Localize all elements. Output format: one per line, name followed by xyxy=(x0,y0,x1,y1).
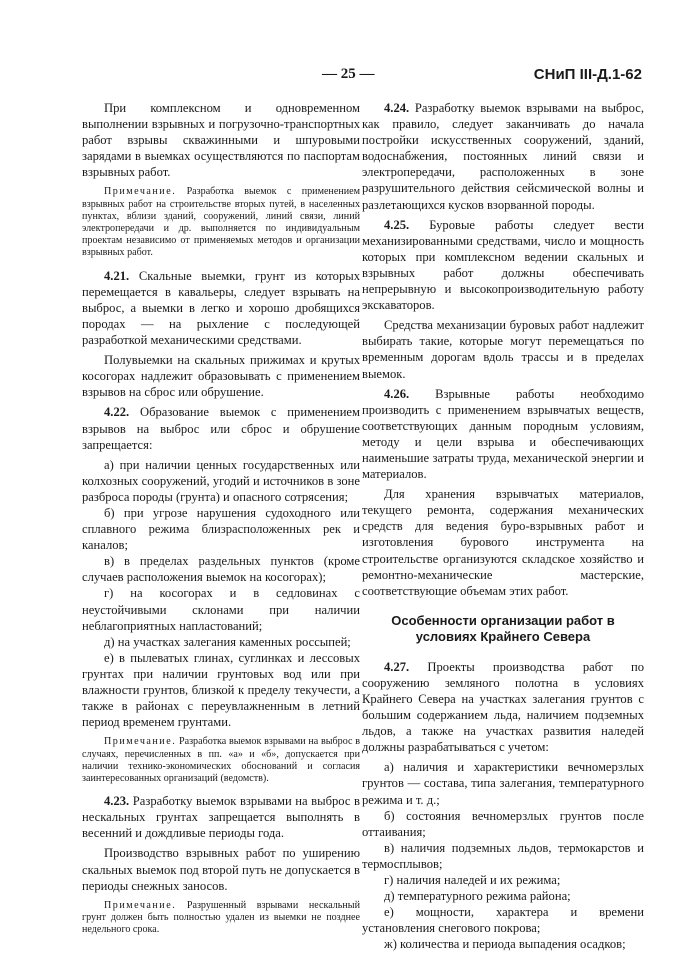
list-item: е) в пылеватых глинах, суглинках и лессовых грунтах при наличии грунтовых вод или при влажности грунтов, близкой к пределу текучести, а также в районах с переувлажненным в летний период временем грунтами. xyxy=(82,650,360,730)
right-column xyxy=(362,100,644,953)
note xyxy=(82,186,360,259)
paragraph: Средства механизации буровых работ надлежит выбирать такие, которые могут перемещаться по временным дорогам вдоль трассы и в пределах выемок. xyxy=(362,318,644,381)
note xyxy=(82,736,360,785)
list-item: е) мощности, характера и времени установления снегового покрова; xyxy=(362,905,644,936)
list-item: а) при наличии ценных государственных или колхозных сооружений, угодий и источников в зоне разброса породы (грунта) и опасного сотрясения; xyxy=(82,457,360,504)
clause-number: 4.24. xyxy=(384,101,410,115)
clause-number: 4.25. xyxy=(384,217,410,232)
list-item: б) состояния вечномерзлых грунтов после оттаивания; xyxy=(362,808,644,839)
list-item: в) в пределах раздельных пунктов (кроме случаев расположения выемок на косогорах); xyxy=(82,554,360,585)
list-item: ж) количества и периода выпадения осадков; xyxy=(384,937,626,952)
clause-4-24 xyxy=(362,100,644,213)
note xyxy=(82,900,360,937)
list-item: в) наличия подземных льдов, термокарстов и термосплывов; xyxy=(362,840,644,871)
left-column xyxy=(82,100,360,944)
paragraph: Производство взрывных работ по уширению скальных выемок под второй путь не допускается в периоды снежных заносов. xyxy=(82,846,360,893)
list-item: а) наличия и характеристики вечномерзлых грунтов — состава, типа залегания, температурного режима и т. д.; xyxy=(362,760,644,807)
clause-text: Проекты производства работ по сооружению земляного полотна в условиях Крайнего Севера на участках залегания грунтов с большим содержанием льда, наличием подземных льдов, а также на участках развития наледей должны разрабатываться с учетом: xyxy=(362,659,644,755)
clause-number: 4.26. xyxy=(384,386,410,401)
clause-text: Взрывные работы необходимо производить с применением взрывчатых веществ, соответствующих данным породным условиям, методу и цели взрыва и обеспечивающих наименьшие затраты труда, механической энергии и материалов. xyxy=(362,386,644,482)
section-heading: Особенности организации работ в условиях Крайнего Севера xyxy=(391,612,615,644)
clause-text: Образование выемок с применением взрывов на выброс или сброс и обрушение запрещается: xyxy=(82,405,360,452)
list-item: г) на косогорах и в седловинах с неустойчивыми склонами при наличии неблагоприятных напластований; xyxy=(82,586,360,633)
paragraph: Полувыемки на скальных прижимах и крутых косогорах надлежит образовывать с применением взрывов на сброс или обрушение. xyxy=(82,353,360,400)
clause-text: Разработку выемок взрывами на выброс, как правило, следует заканчивать до начала постройки искусственных сооружений, зданий, водоснабжения, постоянных линий связи и электропередачи, расположенных в зоне разрушительного действия сейсмической волны и разлетающихся кусков взорванной породы. xyxy=(362,101,644,212)
clause-number: 4.21. xyxy=(104,268,130,283)
clause-4-27 xyxy=(362,659,644,756)
note-text: Разработка выемок с применением взрывных работ на строительстве вторых путей, в населенных пунктах, вблизи зданий, сооружений, линий связи, линий электропередачи и др. выполняется по индивидуальным проектам независимо от применяемых методов и организации взрывных работ. xyxy=(82,186,360,259)
clause-4-23 xyxy=(82,793,360,841)
note-label: Примечание. xyxy=(104,736,177,748)
list-item: г) наличия наледей и их режима; xyxy=(384,873,561,888)
clause-text: Буровые работы следует вести механизированными средствами, число и мощность которых при комплексном ведении скальных и взрывных работ должны обеспечивать непрерывную и высокопроизводительную работу экскаваторов. xyxy=(362,217,644,313)
paragraph: При комплексном и одновременном выполнении взрывных и погрузочно-транспортных работ взрывы скважинными и шпуровыми зарядами в выемках осуществляются по паспортам взрывных работ. xyxy=(82,101,360,180)
clause-number: 4.27. xyxy=(384,659,410,674)
note-text: Разрушенный взрывами нескальный грунт должен быть полностью удален из выемки не позднее недельного срока. xyxy=(82,899,360,936)
document-code: СНиП III-Д.1-62 xyxy=(533,66,642,83)
note-text: Разработка выемок взрывами на выброс в случаях, перечисленных в пп. «а» и «б», допускается при наличии технико-экономических обоснований и согласия заинтересованных организаций (ведомств). xyxy=(82,736,360,784)
note-label: Примечание. xyxy=(104,899,177,911)
list-item: д) на участках залегания каменных россыпей; xyxy=(104,634,351,649)
clause-number: 4.23. xyxy=(104,794,130,809)
clause-4-21 xyxy=(82,268,360,348)
clause-4-22 xyxy=(82,404,360,452)
clause-4-25 xyxy=(362,217,644,314)
list-item: б) при угрозе нарушения судоходного или сплавного режима близрасположенных рек и каналов; xyxy=(82,506,360,553)
paragraph: Для хранения взрывчатых материалов, текущего ремонта, содержания механических средств для ведения буро-взрывных работ и изготовления бурового инструмента на строительстве организуются складское хозяйство и ремонтно-механические мастерские, соответствующие объемам этих работ. xyxy=(362,487,644,598)
clause-text: Разработку выемок взрывами на выброс в нескальных грунтах запрещается выполнять в весенний и дождливые периоды года. xyxy=(82,794,360,841)
page-number: — 25 — xyxy=(322,66,375,82)
clause-number: 4.22. xyxy=(104,405,130,420)
note-label: Примечание. xyxy=(104,186,177,198)
clause-4-26 xyxy=(362,386,644,483)
clause-text: Скальные выемки, грунт из которых перемещается в кавальеры, следует взрывать на выброс, а выемки в легко и хорошо дробящихся породах — на рыхление с последующей разработкой механическими средствами. xyxy=(82,268,361,348)
list-item: д) температурного режима района; xyxy=(384,889,571,904)
